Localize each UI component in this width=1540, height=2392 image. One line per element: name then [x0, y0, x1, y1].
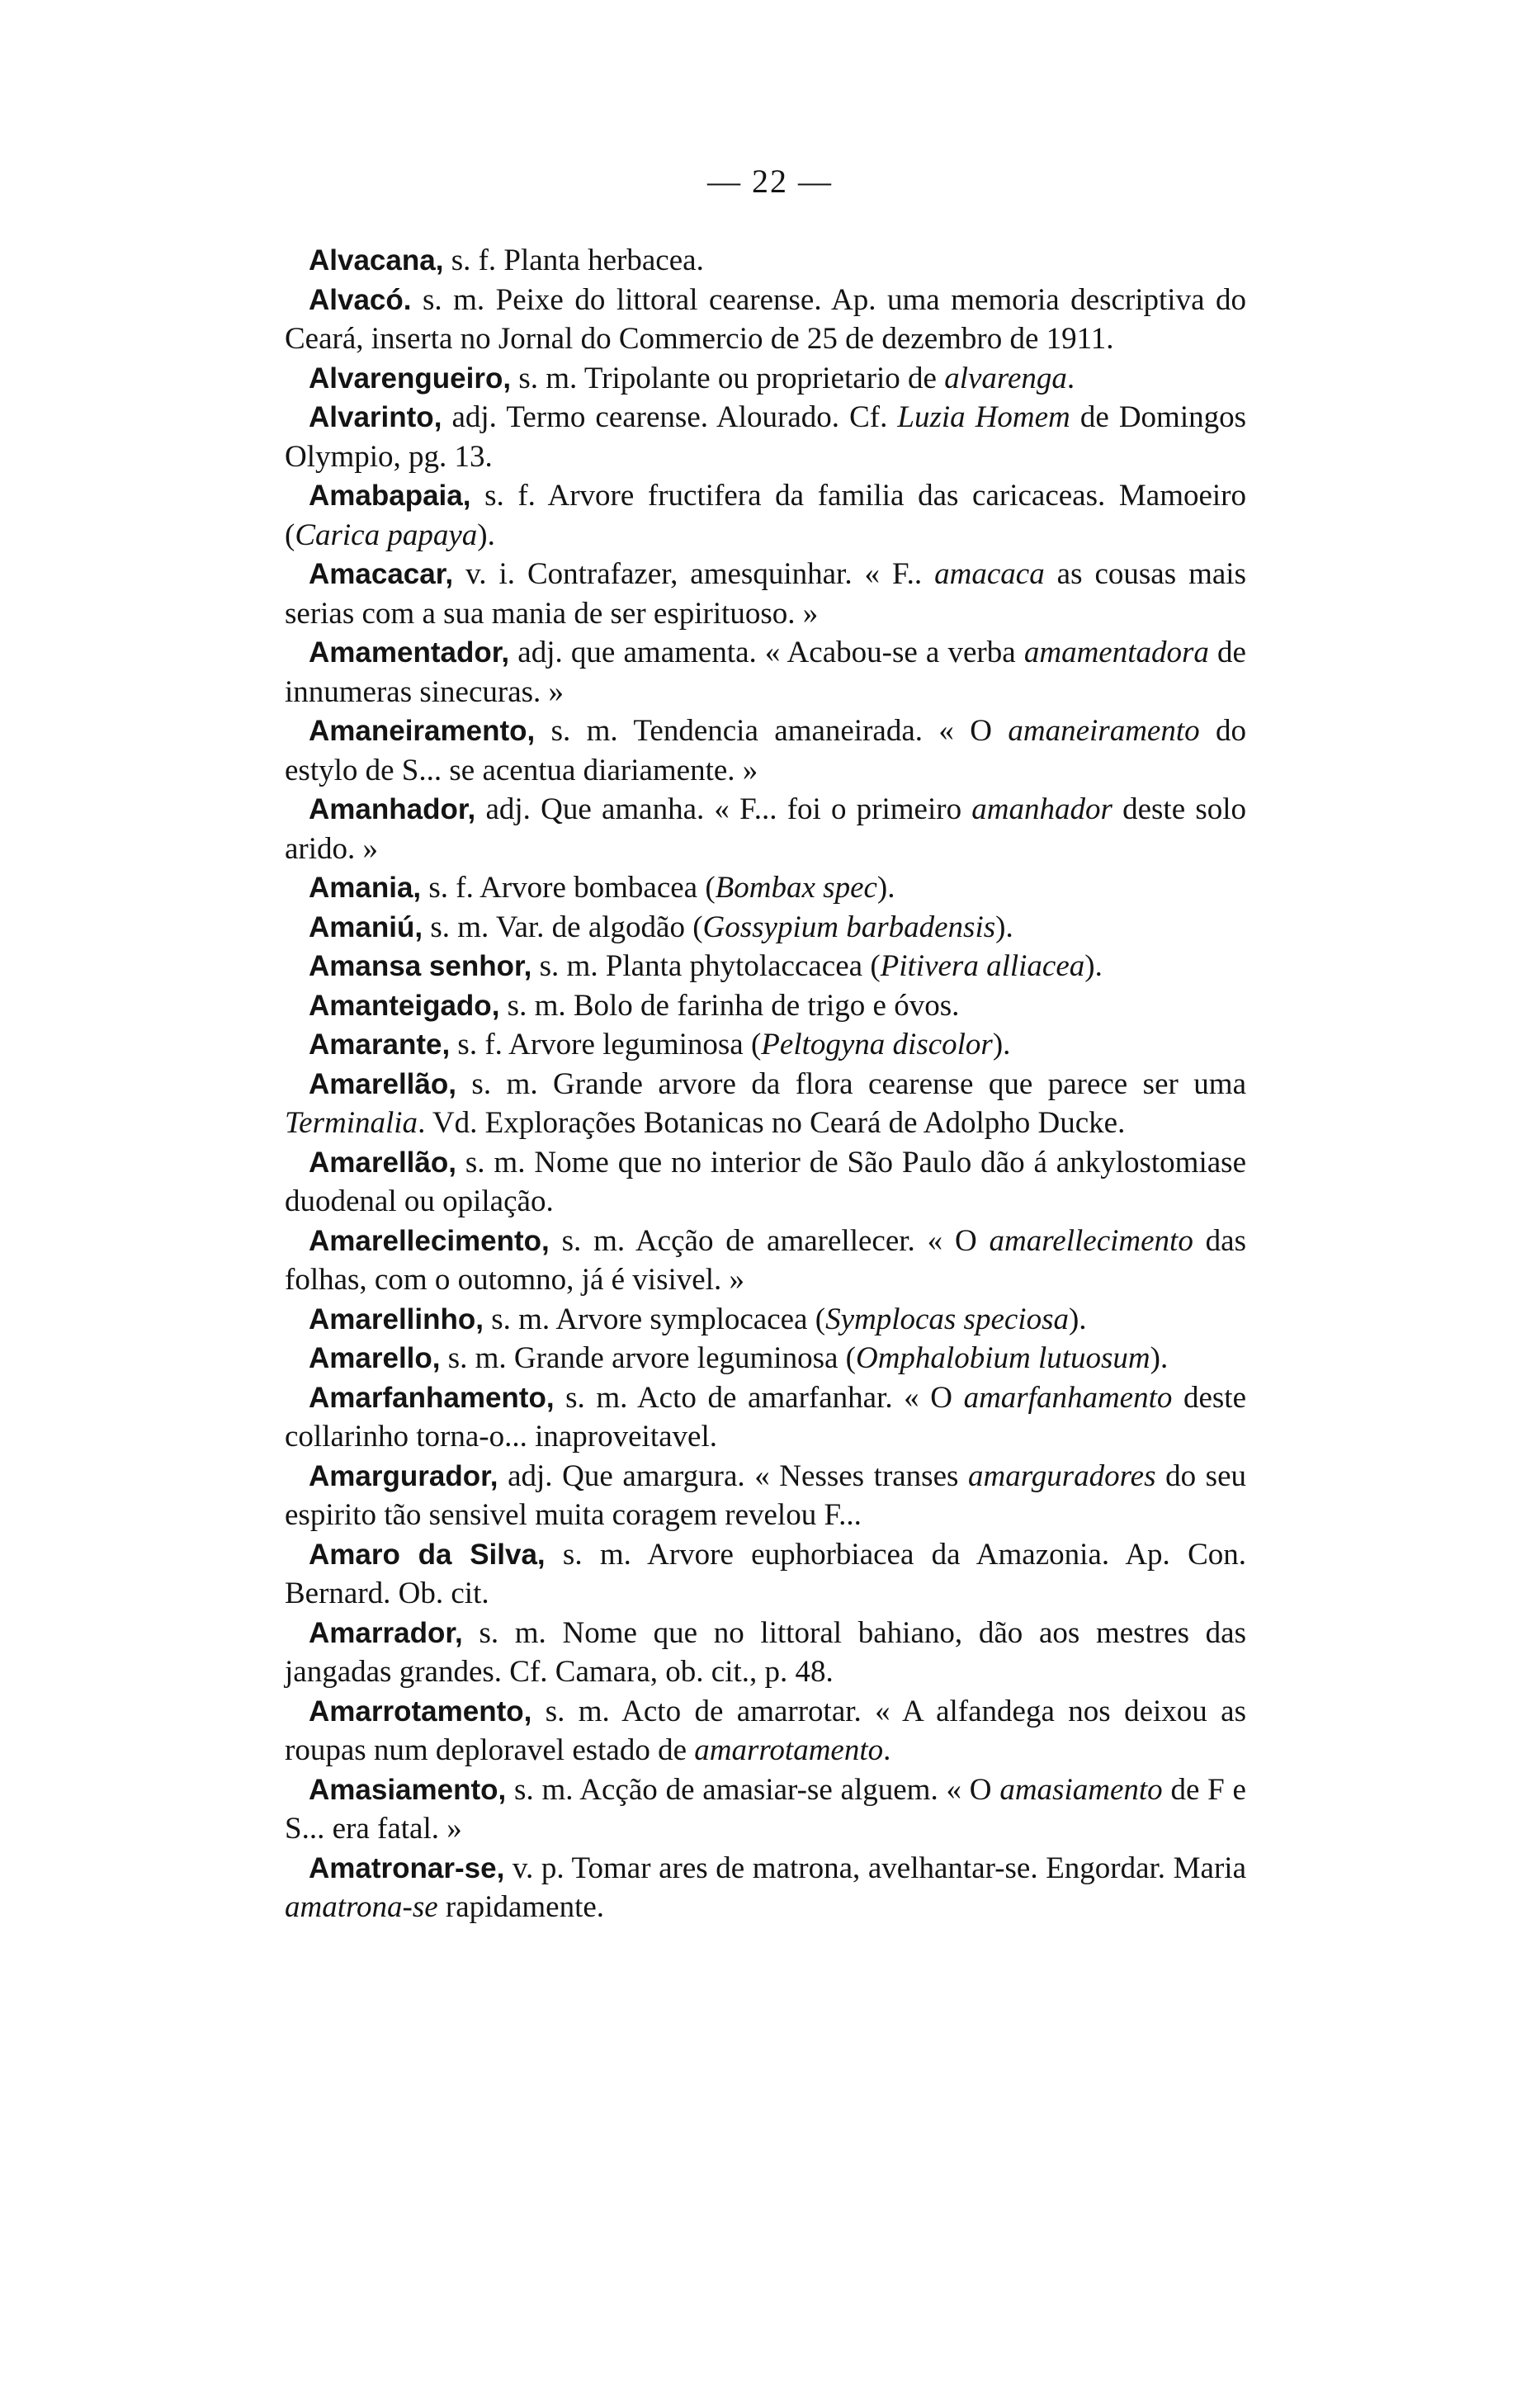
entry-italic-term: amarguradores — [968, 1458, 1156, 1493]
dictionary-entry — [285, 1300, 1246, 1340]
entry-headword: Amanhador, — [309, 793, 476, 825]
entry-text: ). — [477, 518, 495, 552]
entry-text: s. m. Acto de amarrotar. « A alfandega nos deixou as roupas num deploravel estado de — [285, 1694, 1246, 1767]
dictionary-entry — [285, 1222, 1246, 1300]
entry-italic-term: amarellecimento — [989, 1223, 1193, 1258]
entry-text: s. m. Var. de algodão ( — [423, 910, 703, 944]
entry-text: s. m. Grande arvore da flora cearense que parece ser uma — [456, 1066, 1246, 1101]
entry-text: adj. Termo cearense. Alourado. Cf. — [442, 400, 898, 434]
entry-text: de F e S... era fatal. » — [285, 1772, 1246, 1846]
dictionary-entries — [285, 241, 1246, 1927]
entry-text: . Vd. Explorações Botanicas no Ceará de Adolpho Ducke. — [418, 1106, 1126, 1140]
entry-text: ). — [876, 871, 895, 905]
entry-italic-term: amasiamento — [999, 1772, 1163, 1807]
entry-text: deste collarinho torna-o... inaproveitavel. — [285, 1380, 1246, 1454]
dictionary-entry — [285, 947, 1246, 986]
entry-headword: Amarellecimento, — [309, 1224, 550, 1257]
entry-italic-term: amarfanhamento — [963, 1380, 1173, 1415]
dictionary-entry — [285, 908, 1246, 948]
entry-italic-term: Symplocas speciosa — [825, 1302, 1069, 1336]
entry-text: as cousas mais serias com a sua mania de ser espirituoso. » — [285, 557, 1246, 631]
dictionary-entry — [285, 868, 1246, 908]
dictionary-entry — [285, 1143, 1246, 1222]
dictionary-entry — [285, 633, 1246, 711]
page-number: — 22 — — [707, 163, 833, 200]
entry-italic-term: Peltogyna discolor — [761, 1028, 993, 1061]
entry-headword: Amabapaia, — [309, 480, 471, 512]
dictionary-entry — [285, 359, 1246, 399]
entry-text: s. m. Arvore symplocacea ( — [483, 1302, 826, 1336]
dictionary-entry — [285, 241, 1246, 281]
entry-text: s. f. Arvore bombacea ( — [421, 871, 716, 905]
entry-italic-term: Gossypium barbadensis — [702, 910, 996, 944]
entry-italic-term: amamentadora — [1023, 636, 1209, 669]
entry-headword: Amargurador, — [309, 1459, 498, 1492]
entry-text: do seu espirito tão sensivel muita coragem revelou F... — [285, 1458, 1246, 1532]
dictionary-entry — [285, 1849, 1246, 1927]
entry-text: s. f. Arvore fructifera da familia das caricaceas. Mamoeiro ( — [285, 479, 1246, 552]
entry-headword: Amarellão, — [309, 1067, 456, 1100]
entry-headword: Amaro da Silva, — [309, 1538, 546, 1571]
dictionary-entry — [285, 555, 1246, 633]
entry-text: s. m. Nome que no littoral bahiano, dão aos mestres das jangadas grandes. Cf. Camara, ob. cit., p. 48. — [285, 1615, 1246, 1689]
entry-text: ). — [1068, 1302, 1087, 1336]
entry-headword: Amanteigado, — [309, 989, 500, 1022]
dictionary-entry — [285, 398, 1246, 476]
entry-text: s. m. Tendencia amaneirada. « O — [535, 714, 1009, 748]
entry-text: s. m. Acção de amarellecer. « O — [549, 1223, 990, 1258]
entry-text: ). — [992, 1028, 1011, 1061]
entry-italic-term: amarrotamento — [694, 1733, 884, 1767]
entry-text: de innumeras sinecuras. » — [285, 636, 1246, 709]
entry-text: s. m. Nome que no interior de São Paulo dão á ankylostomiase duodenal ou opilação. — [285, 1145, 1246, 1218]
entry-italic-term: amaneiramento — [1008, 714, 1200, 748]
entry-headword: Amarello, — [309, 1342, 441, 1374]
entry-headword: Alvacó. — [309, 283, 412, 316]
dictionary-entry — [285, 790, 1246, 868]
dictionary-entry — [285, 1770, 1246, 1849]
entry-headword: Amarfanhamento, — [309, 1381, 555, 1414]
entry-headword: Amacacar, — [309, 558, 454, 590]
entry-text: s. m. Peixe do littoral cearense. Ap. uma memoria descriptiva do Ceará, inserta no Jornal do Commercio de 25 de dezembro de 1911. — [285, 282, 1246, 356]
entry-italic-term: Terminalia — [285, 1106, 418, 1140]
entry-headword: Amaniú, — [309, 910, 423, 943]
entry-headword: Alvacana, — [309, 244, 444, 277]
entry-text: das folhas, com o outomno, já é visivel. » — [285, 1223, 1246, 1297]
entry-text: rapidamente. — [437, 1890, 605, 1924]
entry-text: s. m. Acção de amasiar-se alguem. « O — [506, 1772, 1000, 1807]
entry-headword: Amansa senhor, — [309, 950, 532, 982]
entry-text: v. p. Tomar ares de matrona, avelhantar-se. Engordar. Maria — [504, 1851, 1246, 1885]
entry-text: s. m. Grande arvore leguminosa ( — [440, 1341, 856, 1375]
entry-text: s. m. Bolo de farinha de trigo e óvos. — [499, 988, 960, 1023]
entry-italic-term: Bombax spec — [715, 871, 877, 905]
dictionary-entry — [285, 711, 1246, 790]
entry-headword: Amamentador, — [309, 636, 510, 669]
entry-text: adj. que amamenta. « Acabou-se a verba — [509, 636, 1024, 669]
dictionary-entry — [285, 1378, 1246, 1457]
dictionary-entry — [285, 1065, 1246, 1143]
entry-headword: Amarellinho, — [309, 1302, 484, 1335]
entry-headword: Amarellão, — [309, 1146, 456, 1179]
entry-italic-term: Pitivera alliacea — [880, 949, 1085, 983]
entry-text: adj. Que amanha. « F... foi o primeiro — [475, 792, 972, 826]
entry-headword: Alvarinto, — [309, 401, 442, 433]
entry-text: s. m. Tripolante ou proprietario de — [511, 361, 945, 395]
entry-headword: Alvarengueiro, — [309, 362, 512, 395]
entry-headword: Amania, — [309, 872, 422, 904]
dictionary-entry — [285, 1339, 1246, 1378]
entry-headword: Amarante, — [309, 1028, 451, 1061]
entry-text: do estylo de S... se acentua diariamente. » — [285, 714, 1247, 787]
entry-text: ). — [1150, 1341, 1169, 1375]
entry-text: s. m. Arvore euphorbiacea da Amazonia. Ap. Con. Bernard. Ob. cit. — [285, 1537, 1247, 1610]
dictionary-entry — [285, 986, 1246, 1026]
entry-text: s. f. Arvore leguminosa ( — [450, 1028, 762, 1061]
entry-text: de Domingos Olympio, pg. 13. — [285, 400, 1246, 474]
dictionary-entry — [285, 281, 1246, 359]
entry-italic-term: alvarenga — [944, 361, 1067, 395]
entry-italic-term: amanhador — [971, 792, 1112, 826]
dictionary-entry — [285, 476, 1246, 555]
entry-text: deste solo arido. » — [285, 792, 1246, 866]
dictionary-entry — [285, 1614, 1246, 1692]
entry-italic-term: amatrona-se — [285, 1890, 438, 1924]
entry-text: ). — [1084, 949, 1103, 983]
entry-headword: Amarrotamento, — [309, 1695, 532, 1728]
entry-headword: Amatronar-se, — [309, 1851, 505, 1884]
entry-headword: Amaneiramento, — [309, 715, 536, 747]
entry-text: s. f. Planta herbacea. — [443, 243, 704, 277]
entry-text: . — [1066, 361, 1075, 395]
dictionary-entry — [285, 1692, 1246, 1770]
dictionary-entry — [285, 1025, 1246, 1065]
entry-italic-term: Carica papaya — [295, 518, 478, 552]
entry-italic-term: Omphalobium lutuosum — [855, 1341, 1150, 1375]
dictionary-entry — [285, 1457, 1246, 1535]
entry-text: v. i. Contrafazer, amesquinhar. « F.. — [453, 557, 935, 591]
entry-text: adj. Que amargura. « Nesses transes — [498, 1458, 968, 1493]
entry-text: . — [883, 1733, 891, 1767]
entry-headword: Amarrador, — [309, 1616, 463, 1649]
entry-text: ). — [995, 910, 1013, 944]
dictionary-entry — [285, 1535, 1246, 1614]
entry-italic-term: amacaca — [934, 557, 1045, 591]
entry-text: s. m. Acto de amarfanhar. « O — [554, 1380, 964, 1415]
entry-text: s. m. Planta phytolaccacea ( — [531, 949, 881, 983]
entry-headword: Amasiamento, — [309, 1773, 507, 1806]
entry-italic-term: Luzia Homem — [897, 400, 1070, 434]
